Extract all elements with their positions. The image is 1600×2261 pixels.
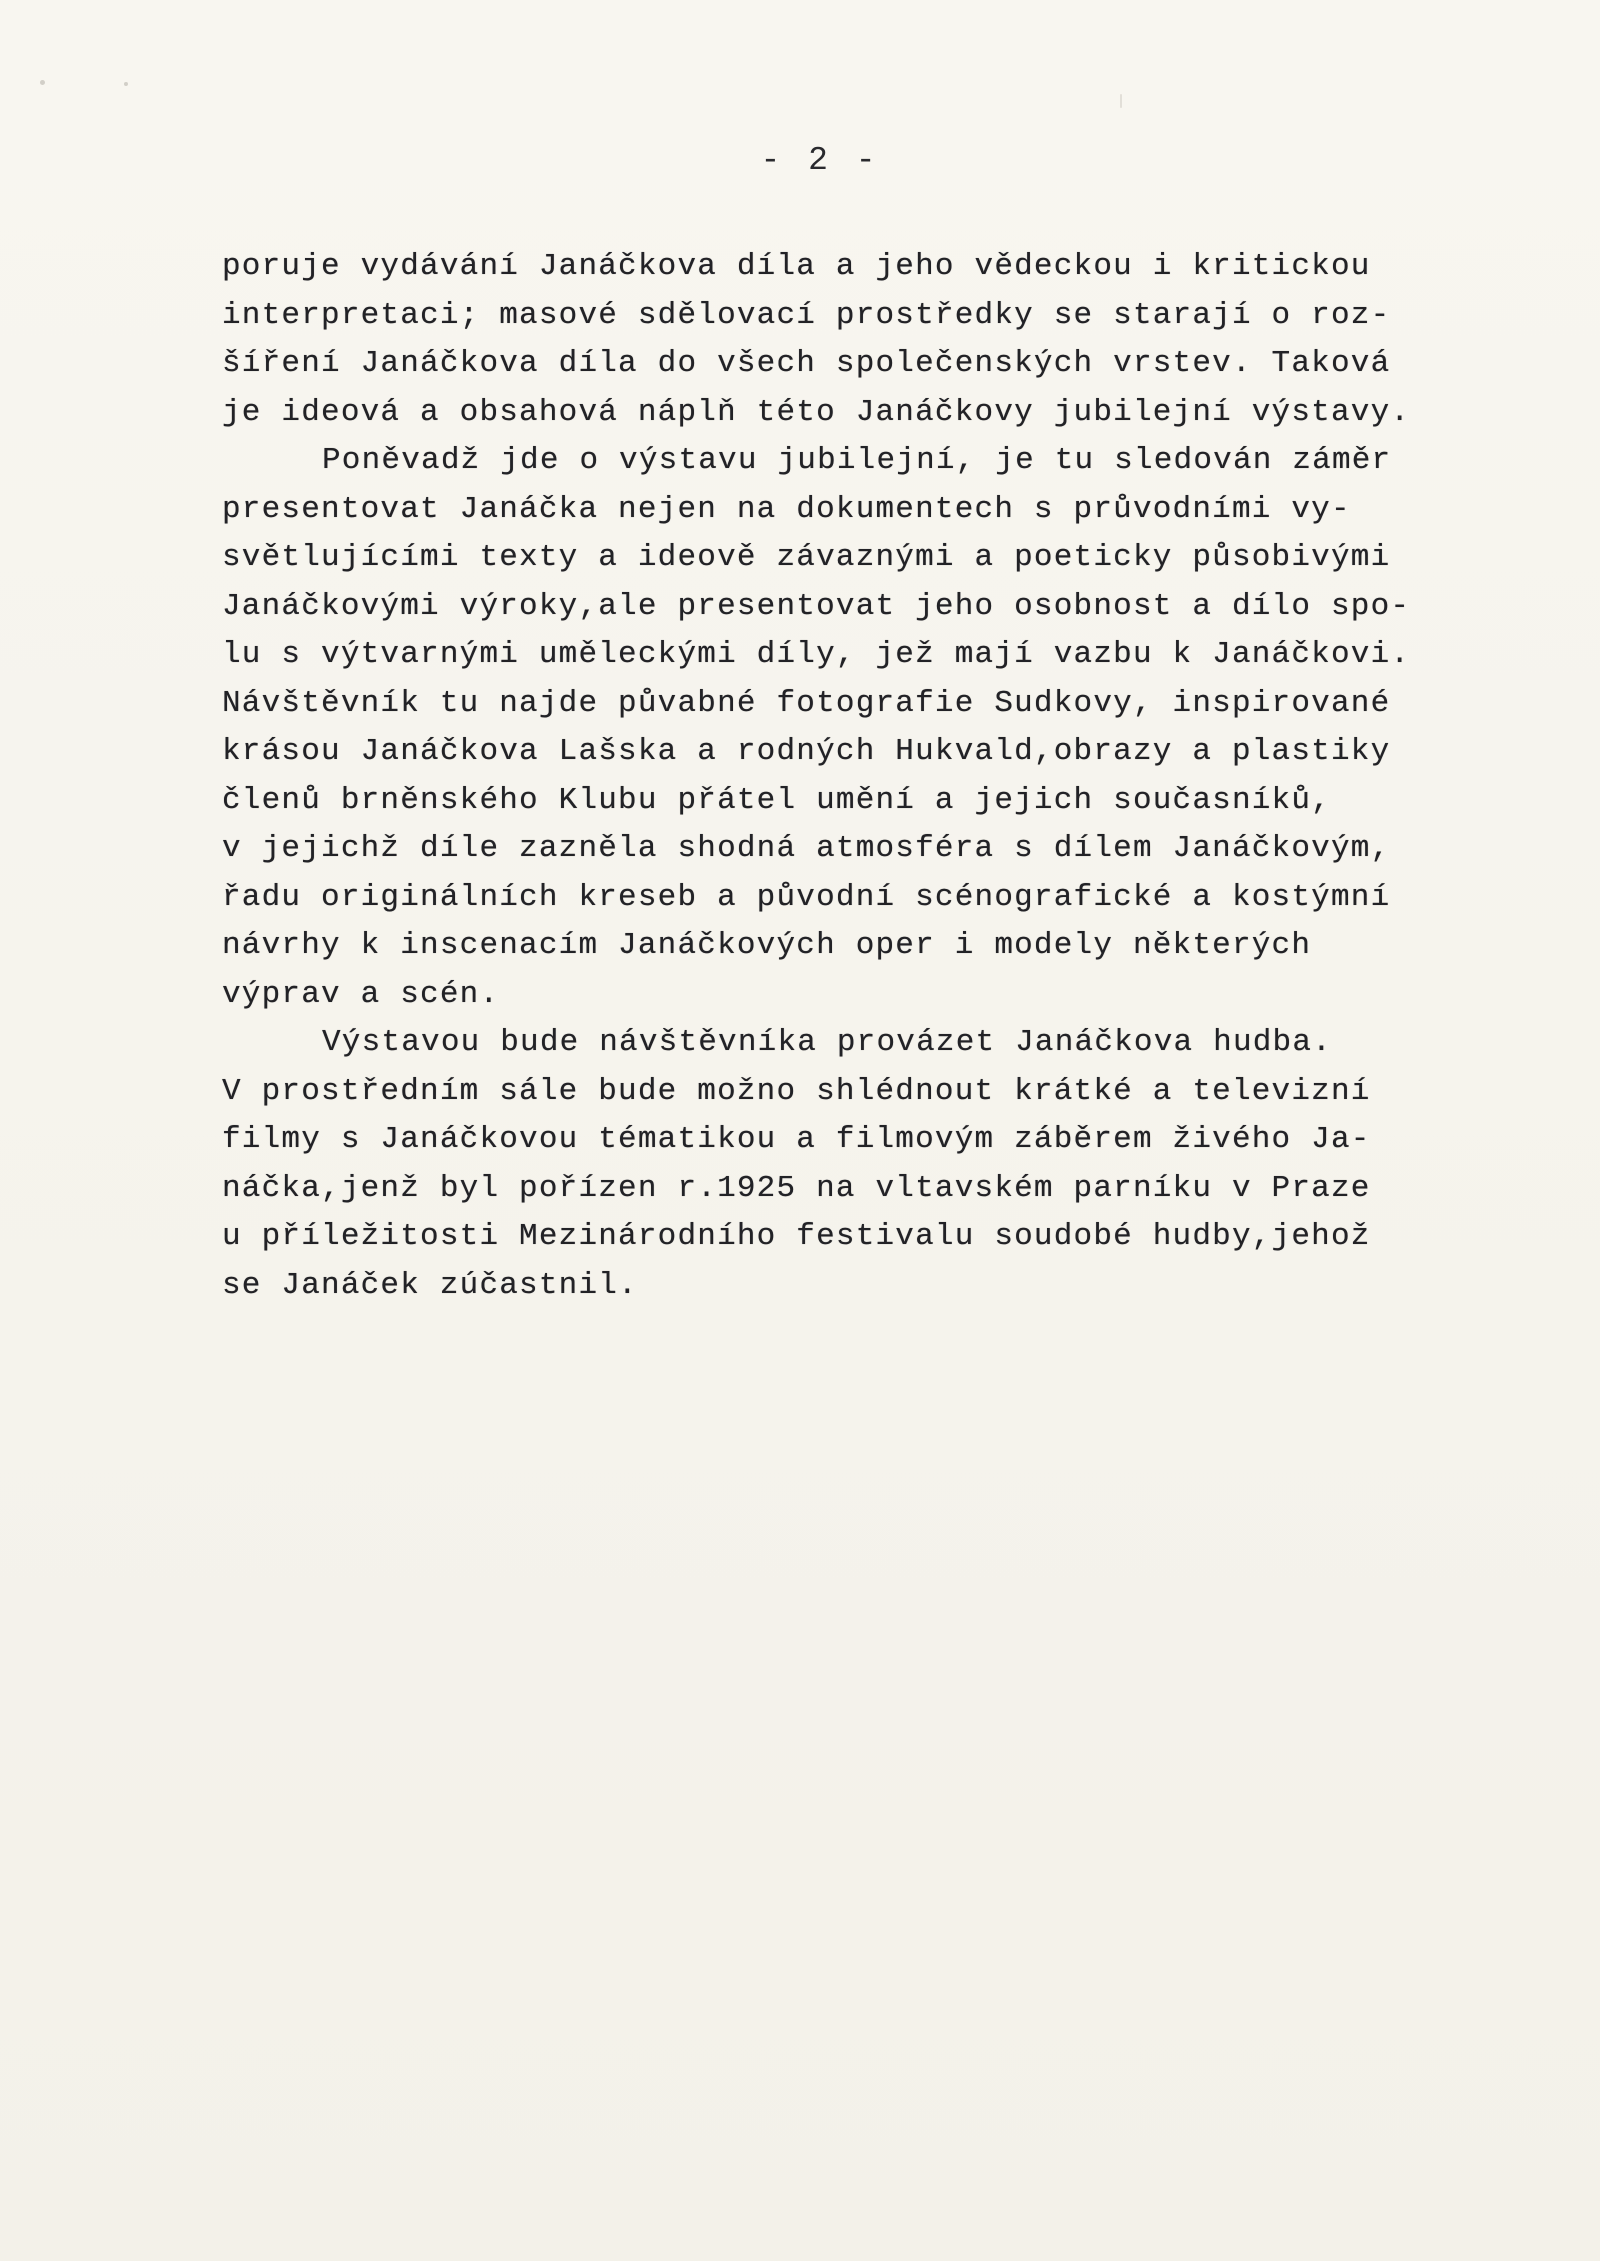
document-body	[222, 243, 1422, 1310]
text-line: náčka,jenž byl pořízen r.1925 na vltavském parníku v Praze	[222, 1170, 1371, 1206]
paper-speck	[124, 82, 128, 86]
text-line: Výstavou bude návštěvníka provázet Janáčkova hudba.	[322, 1025, 1332, 1060]
text-line: Janáčkovými výroky,ale presentovat jeho osobnost a dílo spo-	[222, 588, 1411, 624]
paper-speck	[1120, 94, 1122, 108]
text-line: lu s výtvarnými uměleckými díly, jež mají vazbu k Janáčkovi.	[222, 637, 1411, 672]
text-line: V prostředním sále bude možno shlédnout krátké a televizní	[222, 1073, 1371, 1109]
text-line: světlujícími texty a ideově závaznými a poeticky působivými	[222, 540, 1391, 575]
paragraph-3	[222, 1019, 1422, 1310]
text-line: u příležitosti Mezinárodního festivalu soudobé hudby,jehož	[222, 1219, 1371, 1254]
page-number: - 2 -	[760, 142, 880, 179]
text-line: řadu originálních kreseb a původní scénografické a kostýmní	[222, 879, 1391, 915]
text-line: v jejichž díle zazněla shodná atmosféra s dílem Janáčkovým,	[222, 831, 1391, 866]
text-line: poruje vydávání Janáčkova díla a jeho vědeckou i kritickou	[222, 249, 1371, 284]
text-line: výprav a scén.	[222, 976, 500, 1012]
text-line: členů brněnského Klubu přátel umění a jejich současníků,	[222, 782, 1331, 818]
text-line: se Janáček zúčastnil.	[222, 1267, 638, 1303]
text-line: presentovat Janáčka nejen na dokumentech s průvodními vy-	[222, 491, 1351, 527]
paragraph-2	[222, 437, 1422, 1019]
paper-speck	[40, 80, 45, 85]
text-line: Návštěvník tu najde půvabné fotografie Sudkovy, inspirované	[222, 685, 1391, 721]
text-line: je ideová a obsahová náplň této Janáčkovy jubilejní výstavy.	[222, 394, 1411, 430]
text-line: Poněvadž jde o výstavu jubilejní, je tu sledován záměr	[322, 443, 1392, 478]
paragraph-1	[222, 243, 1422, 437]
text-line: šíření Janáčkova díla do všech společenských vrstev. Taková	[222, 346, 1391, 381]
text-line: filmy s Janáčkovou tématikou a filmovým záběrem živého Ja-	[222, 1122, 1371, 1157]
text-line: interpretaci; masové sdělovací prostředky se starají o roz-	[222, 297, 1391, 333]
text-line: návrhy k inscenacím Janáčkových oper i modely některých	[222, 928, 1312, 963]
text-line: krásou Janáčkova Lašska a rodných Hukvald,obrazy a plastiky	[222, 734, 1391, 769]
